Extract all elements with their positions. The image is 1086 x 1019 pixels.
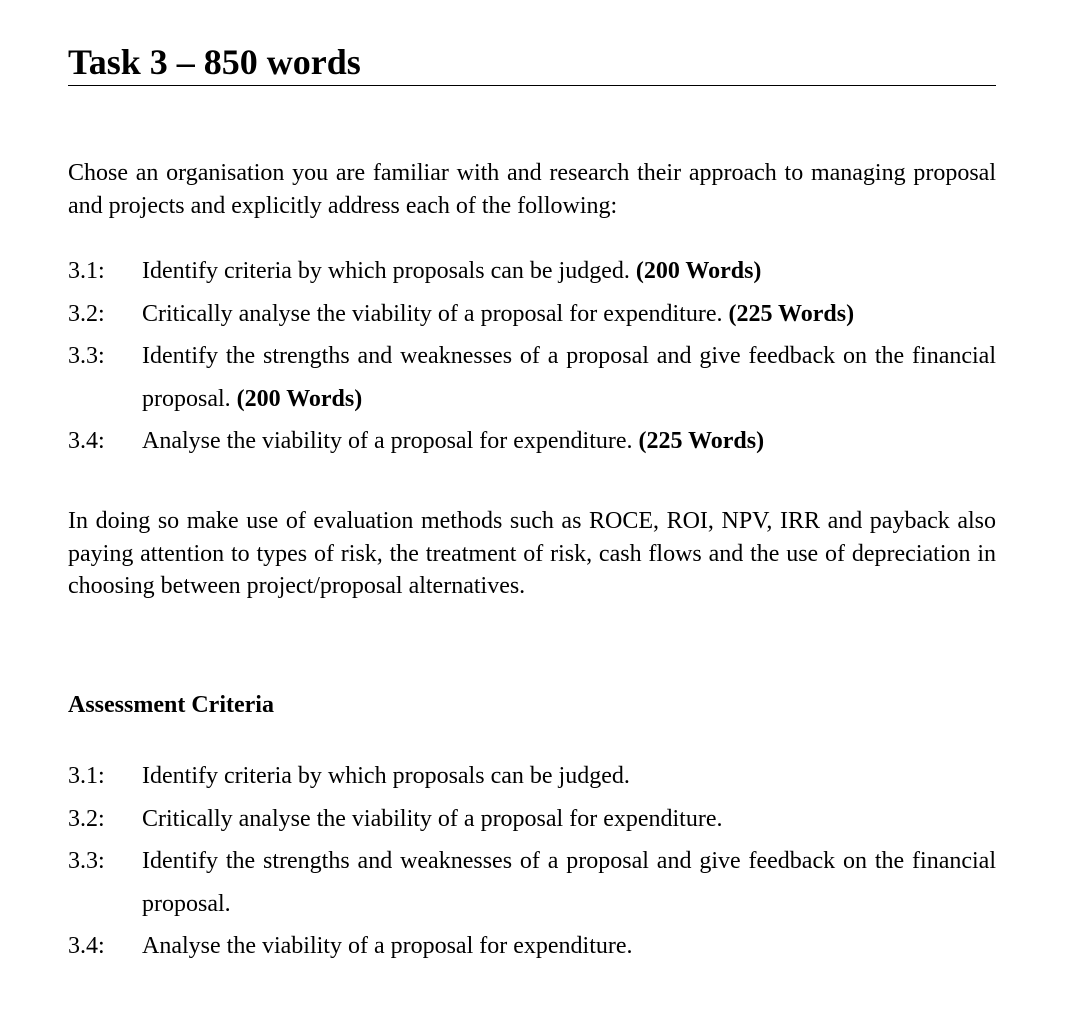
task-number: 3.1: [68,258,105,284]
intro-paragraph: Chose an organisation you are familiar with and research their approach to managing proposal and projects and explicitly address each of the following: [68,160,996,219]
criteria-item [68,798,996,841]
criteria-item [68,840,996,925]
criteria-text: Identify criteria by which proposals can be judged. [142,763,630,789]
criteria-list [68,755,996,968]
word-count: (225 Words) [638,428,765,454]
criteria-number: 3.3: [68,848,105,874]
criteria-item [68,925,996,968]
task-item [68,335,996,420]
task-item [68,420,996,463]
task-text: Critically analyse the viability of a proposal for expenditure. [142,300,723,327]
word-count: (225 Words) [728,300,855,327]
criteria-number: 3.1: [68,763,105,789]
task-text-wrapper [142,250,996,293]
task-text-wrapper [142,335,996,420]
task-item [68,293,996,336]
task-text-wrapper [142,420,996,463]
section-heading: Assessment Criteria [68,692,274,718]
task-text: Identify criteria by which proposals can be judged. [142,258,630,284]
criteria-text: Analyse the viability of a proposal for expenditure. [142,933,633,959]
task-number: 3.2: [68,300,105,327]
word-count: (200 Words) [635,258,762,284]
task-text-wrapper [142,293,996,336]
criteria-text: Critically analyse the viability of a proposal for expenditure. [142,805,723,832]
task-text: Identify the strengths and weaknesses of a proposal and give feedback on the financial proposal. [142,343,996,412]
task-number: 3.3: [68,343,105,369]
task-list [68,250,996,463]
methods-paragraph: In doing so make use of evaluation methods such as ROCE, ROI, NPV, IRR and payback also paying attention to types of risk, the treatment of risk, cash flows and the use of depreciation in choosing between project/proposal alternatives. [68,508,996,599]
criteria-number: 3.4: [68,933,105,959]
criteria-text: Identify the strengths and weaknesses of a proposal and give feedback on the financial proposal. [142,848,996,917]
task-text: Analyse the viability of a proposal for expenditure. [142,428,633,454]
task-item [68,250,996,293]
task-number: 3.4: [68,428,105,454]
word-count: (200 Words) [236,385,363,412]
page-title: Task 3 – 850 words [68,40,996,86]
criteria-item [68,755,996,798]
criteria-number: 3.2: [68,805,105,832]
